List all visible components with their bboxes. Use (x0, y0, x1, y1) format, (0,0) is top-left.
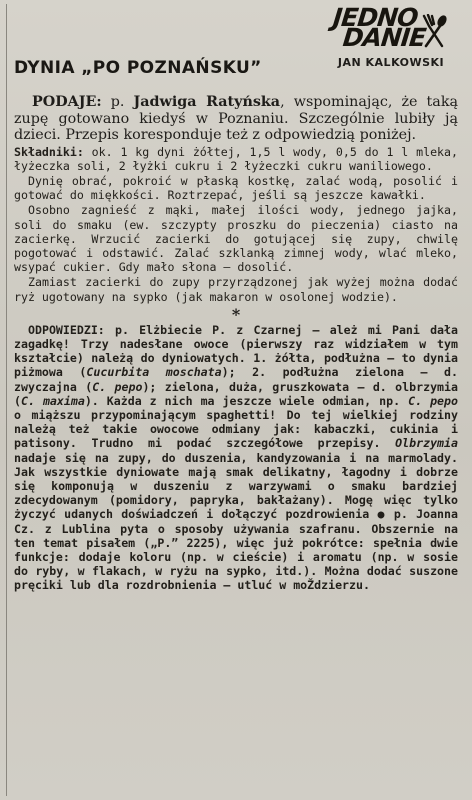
answers-paragraph (14, 323, 458, 593)
lead-prefix: p. (110, 94, 125, 110)
answer-text: nadaje się na zupy, do duszenia, kandyzowania i na marmolady. Jak wszystkie dyniowate mają smak delikatny, łagodny i dobrze się komponują w duszeniu z warzywami o smaku bardziej zdecydowanym (pomidory, papryka, bakłażany). Mogę więc tylko życzyć udanych doświadczeń i dołączyć pozdrowienia ● p. Joanna Cz. z Lublina pyta o sposoby używania szafranu. Obszernie na ten temat pisałem („P.” 2225), więc już pokrótce: spełnia dwie funkcje: dodaje koloru (np. w cieście) i aromatu (np. w sosie do ryby, w flakach, w ryżu na sypko, itd.). Można dodać suszone pręciki lub dla rozdrobnienia — utluć w moŽdzierzu. (14, 450, 458, 593)
contributor-name: Jadwiga Ratyńska (133, 94, 281, 110)
answers-label: ODPOWIEDZI: (28, 322, 105, 337)
lead-label: PODAJE: (32, 94, 102, 110)
recipe-step: Osobno zagnieść z mąki, małej ilości wody, jednego jajka, soli do smaku (ew. szczypty proszku do pieczenia) ciasto na zacierkę. Wrzucić zacierki do gotującej się zupy, chwilę pogotować i odstawić. Zalać szklanką zimnej wody, wlać mleko, wsypać cukier. Gdy mało słona — dosolić. (14, 203, 458, 275)
answer-text: ); zielona, duża, gruszkowata — d. olbrzymia ( (14, 379, 458, 408)
lead-text: , wspominając, że taką zupę gotowano kiedyś w Poznaniu. Szczególnie lubiły ją dzieci. Przepis koresponduje też z odpowiedzią poniżej. (14, 94, 459, 143)
article-title: DYNIA „PO POZNAŃSKU” (14, 58, 262, 78)
answers-section (14, 323, 458, 593)
column-author: JAN KALKOWSKI (337, 56, 445, 69)
answer-text: ). Każda z nich ma jeszcze wiele odmian, np. (84, 393, 409, 408)
section-separator: * (231, 304, 241, 324)
recipe-step: Dynię obrać, pokroić w płaską kostkę, zalać wodą, posolić i gotować do miękkości. Roztrzepać, jeśli są jeszcze kawałki. (14, 173, 458, 203)
latin-name: Olbrzymia (395, 436, 458, 451)
column-rule (6, 4, 7, 796)
latin-name: C. pepo (92, 379, 143, 394)
fork-spoon-icon (420, 14, 448, 48)
answer-text: ); 2. podłużna zielona — d. zwyczajna ( (14, 365, 459, 394)
logo-line-2: DANIE (341, 23, 427, 52)
ingredients-label: Składniki: (14, 144, 84, 159)
recipe-step: Zamiast zacierki do zupy przyrządzonej jak wyżej można dodać ryż ugotowany na sypko (jak makaron w osolonej wodzie). (14, 275, 458, 304)
ingredients-text: ok. 1 kg dyni żółtej, 1,5 l wody, 0,5 do 1 l mleka, łyżeczka soli, 2 łyżki cukru i 2 łyżeczki cukru waniliowego. (14, 144, 458, 173)
latin-name: C. maxima (20, 393, 85, 408)
answer-text: o miąższu przypominającym spaghetti! Do tej wielkiej rodziny należą też takie owocowe odmiany jak: kabaczki, cukinia i patisony. Trudno mi podać szczegółowe przepisy. (14, 407, 458, 451)
answer-text: p. Elżbiecie P. z Czarnej — ależ mi Pani dała zagadkę! Trzy nadesłane owoce (pierwszy raz widziałem w tym kształcie) należą do dyniowatych. 1. żółta, podłużna — to dynia piżmowa ( (14, 322, 458, 380)
logo-line-1: JEDNO (331, 3, 419, 32)
lead-paragraph (14, 94, 458, 144)
latin-name: C. pepo (408, 393, 458, 408)
ingredients-paragraph (14, 145, 458, 173)
column-masthead (331, 3, 450, 69)
latin-name: Cucurbita moschata (86, 365, 222, 380)
